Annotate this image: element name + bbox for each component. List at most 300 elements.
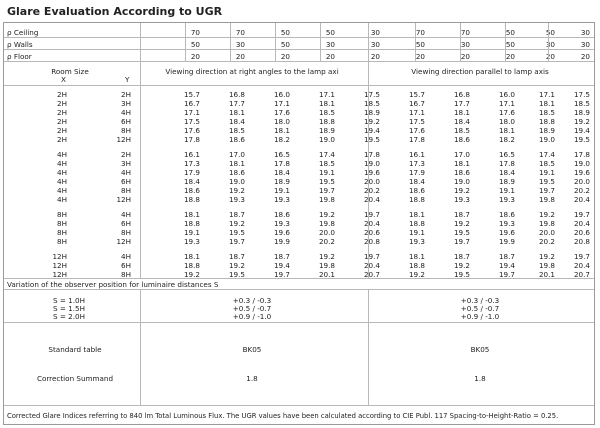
ugr-value-cell: 17.0 [453,150,470,159]
room-size-y-cell: 8H [121,228,131,237]
ugr-value-cell: 19.6 [573,168,590,177]
parallel-direction-header: Viewing direction parallel to lamp axis [411,67,549,76]
reflectance-value-cell: 50 [505,28,515,37]
section-divider [368,61,369,278]
reflectance-value-cell: 20 [415,52,425,61]
ugr-value-cell: 19.7 [318,186,335,195]
variation-label-2: S = 1.5H [53,304,85,313]
ugr-value-cell: 20.4 [363,195,380,204]
ugr-value-cell: 16.7 [183,99,200,108]
room-size-x-cell: 12H [52,252,67,261]
reflectance-value-cell: 70 [235,28,245,37]
variation-left-1: +0.3 / -0.3 [232,296,272,305]
ugr-value-cell: 19.4 [363,126,380,135]
ugr-value-cell: 19.2 [228,186,245,195]
standard-table-right: BK05 [470,345,490,354]
reflectance-value-cell: 50 [280,28,290,37]
reflectance-value-cell: 70 [460,28,470,37]
room-size-y-cell: 3H [121,159,131,168]
reflectance-value-cell: 70 [190,28,200,37]
room-size-x-cell: 4H [57,177,67,186]
column-divider [230,23,231,61]
reflectance-value-cell: 50 [415,40,425,49]
reflectance-value-cell: 20 [325,52,335,61]
room-size-x-cell: 4H [57,186,67,195]
ugr-value-cell: 18.4 [273,168,290,177]
ugr-value-cell: 18.2 [498,135,515,144]
ugr-value-cell: 18.4 [453,117,470,126]
ugr-value-cell: 19.8 [538,195,555,204]
ugr-value-cell: 18.8 [318,117,335,126]
ugr-value-cell: 19.1 [318,168,335,177]
room-size-x-cell: 2H [57,99,67,108]
ugr-value-cell: 19.2 [453,219,470,228]
ugr-value-cell: 18.5 [538,108,555,117]
reflectance-value-cell: 50 [325,28,335,37]
ugr-value-cell: 19.7 [573,252,590,261]
ugr-value-cell: 20.0 [538,228,555,237]
ugr-value-cell: 19.5 [538,177,555,186]
ugr-value-cell: 18.8 [408,195,425,204]
ugr-value-cell: 20.6 [363,228,380,237]
room-size-x-cell: 4H [57,168,67,177]
ugr-value-cell: 17.8 [408,135,425,144]
ugr-value-cell: 19.2 [453,186,470,195]
ugr-value-cell: 19.0 [453,177,470,186]
ugr-value-cell: 18.1 [498,126,515,135]
ugr-value-cell: 19.5 [228,270,245,279]
ugr-value-cell: 17.8 [183,135,200,144]
ugr-value-cell: 17.8 [273,159,290,168]
ugr-value-cell: 19.5 [453,228,470,237]
ugr-value-cell: 18.5 [363,99,380,108]
room-size-y-cell: 8H [121,270,131,279]
ugr-value-cell: 17.1 [318,90,335,99]
column-divider [368,23,369,61]
ugr-value-cell: 19.8 [318,219,335,228]
ugr-value-cell: 19.2 [538,210,555,219]
ugr-value-cell: 18.6 [228,135,245,144]
room-size-x-cell: 2H [57,117,67,126]
ugr-value-cell: 18.4 [228,117,245,126]
room-size-x-cell: 4H [57,195,67,204]
ugr-value-cell: 19.5 [363,135,380,144]
ugr-value-cell: 18.6 [408,186,425,195]
ugr-value-cell: 16.8 [453,90,470,99]
variation-right-2: +0.5 / -0.7 [460,304,500,313]
ugr-value-cell: 17.9 [183,168,200,177]
room-size-y-cell: 8H [121,186,131,195]
ugr-value-cell: 19.7 [453,237,470,246]
column-divider [140,23,141,61]
variation-right-3: +0.9 / -1.0 [460,312,500,321]
ugr-value-cell: 20.4 [573,195,590,204]
ugr-value-cell: 18.1 [408,252,425,261]
room-size-x-cell: 8H [57,237,67,246]
ugr-value-cell: 17.9 [408,168,425,177]
ugr-value-cell: 16.0 [498,90,515,99]
column-divider [185,23,186,61]
ugr-value-cell: 20.8 [573,237,590,246]
ugr-value-cell: 18.8 [183,195,200,204]
room-size-y-cell: 2H [121,150,131,159]
ugr-value-cell: 18.5 [573,99,590,108]
ugr-value-cell: 17.6 [498,108,515,117]
ugr-value-cell: 19.1 [538,168,555,177]
ugr-value-cell: 17.1 [408,108,425,117]
correction-summand-right: 1.8 [474,374,486,383]
reflectance-value-cell: 50 [280,40,290,49]
column-divider [415,23,416,61]
ugr-value-cell: 19.6 [273,228,290,237]
variation-note: Variation of the observer position for luminaire distances S [7,280,219,289]
ugr-value-cell: 18.9 [273,177,290,186]
reflectance-value-cell: 50 [190,40,200,49]
ugr-value-cell: 17.1 [538,90,555,99]
ugr-value-cell: 19.5 [573,135,590,144]
ugr-value-cell: 18.4 [183,177,200,186]
room-size-y-header: Y [125,75,130,84]
ugr-value-cell: 18.8 [408,261,425,270]
ugr-value-cell: 19.7 [363,210,380,219]
reflectance-value-cell: 20 [460,52,470,61]
column-divider [320,23,321,61]
ugr-value-cell: 20.2 [538,237,555,246]
room-size-y-cell: 12H [116,237,131,246]
page-title: Glare Evaluation According to UGR [7,5,223,18]
ugr-value-cell: 15.7 [408,90,425,99]
ugr-value-cell: 17.4 [538,150,555,159]
correction-summand-label: Correction Summand [36,374,114,383]
room-size-y-cell: 6H [121,177,131,186]
ugr-value-cell: 18.1 [408,210,425,219]
reflectance-value-cell: 30 [580,28,590,37]
reflectance-value-cell: 20 [505,52,515,61]
room-size-y-cell: 12H [116,135,131,144]
ugr-value-cell: 18.5 [453,126,470,135]
ugr-value-cell: 18.9 [498,177,515,186]
ugr-value-cell: 19.2 [573,117,590,126]
perpendicular-direction-header: Viewing direction at right angles to the lamp axi [165,67,339,76]
ugr-value-cell: 19.1 [273,186,290,195]
ugr-value-cell: 17.7 [453,99,470,108]
room-size-header: Room Size [51,67,89,76]
ugr-value-cell: 15.7 [183,90,200,99]
ugr-value-cell: 18.6 [183,186,200,195]
ugr-value-cell: 17.6 [408,126,425,135]
ugr-value-cell: 18.5 [318,108,335,117]
ugr-value-cell: 20.2 [318,237,335,246]
ugr-value-cell: 16.1 [408,150,425,159]
ugr-value-cell: 19.8 [538,219,555,228]
ugr-value-cell: 19.3 [273,195,290,204]
ugr-value-cell: 17.3 [183,159,200,168]
column-divider [460,23,461,61]
variation-label-3: S = 2.0H [53,312,85,321]
ugr-value-cell: 18.7 [498,252,515,261]
room-size-x-cell: 8H [57,210,67,219]
ugr-value-cell: 19.9 [498,237,515,246]
room-size-x-header: X [61,75,66,84]
ugr-value-cell: 18.1 [453,108,470,117]
ugr-value-cell: 19.2 [228,261,245,270]
room-size-y-cell: 4H [121,210,131,219]
ugr-value-cell: 18.6 [228,168,245,177]
ugr-value-cell: 17.7 [228,99,245,108]
ugr-value-cell: 20.4 [573,261,590,270]
ugr-value-cell: 19.3 [273,219,290,228]
ugr-value-cell: 19.2 [228,219,245,228]
room-size-x-cell: 2H [57,108,67,117]
ugr-value-cell: 17.0 [228,150,245,159]
ugr-value-cell: 20.6 [573,228,590,237]
ugr-value-cell: 18.4 [498,168,515,177]
variation-right-1: +0.3 / -0.3 [460,296,500,305]
ugr-value-cell: 20.2 [573,186,590,195]
ugr-value-cell: 19.2 [318,252,335,261]
standard-table-label: Standard table [48,345,102,354]
ugr-value-cell: 18.1 [228,159,245,168]
reflectance-value-cell: 30 [545,40,555,49]
ugr-value-cell: 19.7 [538,186,555,195]
ugr-value-cell: 19.7 [573,210,590,219]
ugr-value-cell: 20.2 [363,186,380,195]
ugr-value-cell: 20.1 [538,270,555,279]
reflectance-value-cell: 20 [580,52,590,61]
ugr-value-cell: 19.3 [453,195,470,204]
ugr-value-cell: 18.4 [408,177,425,186]
ugr-value-cell: 17.8 [498,159,515,168]
reflectance-value-cell: 20 [545,52,555,61]
ugr-value-cell: 20.0 [318,228,335,237]
ugr-value-cell: 19.0 [573,159,590,168]
ugr-value-cell: 16.8 [228,90,245,99]
ugr-value-cell: 20.4 [363,219,380,228]
variation-left-3: +0.9 / -1.0 [232,312,272,321]
ugr-value-cell: 19.2 [453,261,470,270]
ugr-value-cell: 18.9 [318,126,335,135]
ugr-value-cell: 17.8 [363,150,380,159]
room-size-y-cell: 3H [121,99,131,108]
ugr-value-cell: 17.1 [273,99,290,108]
ugr-value-cell: 17.4 [318,150,335,159]
reflectance-value-cell: 20 [190,52,200,61]
ugr-value-cell: 18.1 [318,99,335,108]
room-size-x-cell: 12H [52,261,67,270]
ugr-value-cell: 18.6 [453,168,470,177]
variation-left-2: +0.5 / -0.7 [232,304,272,313]
ugr-value-cell: 16.0 [273,90,290,99]
ugr-value-cell: 17.5 [363,90,380,99]
reflectance-value-cell: 30 [370,40,380,49]
ugr-value-cell: 18.1 [228,108,245,117]
ugr-value-cell: 20.7 [573,270,590,279]
column-divider [505,23,506,61]
ugr-value-cell: 19.1 [498,186,515,195]
ugr-value-cell: 19.3 [183,237,200,246]
ugr-value-cell: 19.7 [273,270,290,279]
ugr-value-cell: 17.6 [273,108,290,117]
room-size-y-cell: 4H [121,168,131,177]
reflectance-value-cell: 50 [545,28,555,37]
reflectance-value-cell: 20 [235,52,245,61]
ugr-value-cell: 18.8 [183,219,200,228]
room-size-y-cell: 12H [116,195,131,204]
room-size-x-cell: 2H [57,90,67,99]
ugr-value-cell: 16.5 [273,150,290,159]
row-divider [4,85,594,86]
ugr-value-cell: 19.3 [228,195,245,204]
room-size-y-cell: 2H [121,90,131,99]
ugr-value-cell: 18.8 [408,219,425,228]
ugr-value-cell: 18.1 [183,210,200,219]
ugr-value-cell: 18.7 [228,210,245,219]
room-size-y-cell: 6H [121,219,131,228]
ugr-value-cell: 19.3 [408,237,425,246]
ugr-value-cell: 17.5 [573,90,590,99]
ugr-value-cell: 18.1 [453,159,470,168]
ugr-value-cell: 17.1 [183,108,200,117]
ugr-value-cell: 20.0 [363,177,380,186]
ugr-value-cell: 19.8 [318,261,335,270]
reflectance-value-cell: 30 [580,40,590,49]
room-size-y-cell: 4H [121,252,131,261]
ugr-value-cell: 17.8 [573,150,590,159]
room-size-x-cell: 2H [57,135,67,144]
section-divider [368,289,369,405]
ugr-value-cell: 19.1 [183,228,200,237]
ugr-value-cell: 19.5 [228,228,245,237]
ugr-value-cell: 18.7 [453,210,470,219]
column-divider [548,23,549,61]
row-divider [4,405,594,406]
ugr-value-cell: 19.6 [363,168,380,177]
room-size-x-cell: 4H [57,150,67,159]
ugr-value-cell: 18.0 [498,117,515,126]
ugr-value-cell: 16.7 [408,99,425,108]
ugr-value-cell: 16.5 [498,150,515,159]
ugr-value-cell: 19.4 [273,261,290,270]
ugr-value-cell: 20.4 [573,219,590,228]
reflectance-value-cell: 30 [460,40,470,49]
row-divider [4,61,594,62]
reflectance-value-cell: 20 [280,52,290,61]
room-size-x-cell: 8H [57,228,67,237]
ugr-value-cell: 18.6 [453,135,470,144]
reflectance-value-cell: 30 [235,40,245,49]
reflectance-value-cell: 70 [415,28,425,37]
ugr-value-cell: 18.1 [538,99,555,108]
ugr-value-cell: 18.8 [538,117,555,126]
ugr-value-cell: 18.7 [453,252,470,261]
variation-label-1: S = 1.0H [53,296,85,305]
ugr-value-cell: 19.1 [408,228,425,237]
correction-summand-left: 1.8 [246,374,258,383]
room-size-y-cell: 8H [121,126,131,135]
ugr-value-cell: 18.9 [538,126,555,135]
ugr-value-cell: 20.8 [363,237,380,246]
reflectance-label-ceiling: ρ Ceiling [7,28,39,37]
ugr-value-cell: 16.1 [183,150,200,159]
ugr-value-cell: 17.1 [498,99,515,108]
ugr-value-cell: 20.4 [363,261,380,270]
room-size-y-cell: 6H [121,117,131,126]
ugr-value-cell: 19.0 [228,177,245,186]
ugr-value-cell: 17.5 [408,117,425,126]
row-divider [4,278,594,279]
column-divider [275,23,276,61]
ugr-value-cell: 19.4 [498,261,515,270]
ugr-value-cell: 18.8 [183,261,200,270]
section-divider [140,289,141,405]
ugr-value-cell: 19.2 [408,270,425,279]
footer-note: Corrected Glare Indices referring to 840 lm Total Luminous Flux. The UGR values have been calculated according to CIE Publ. 117 Spacing-to-Height-Ratio = 0.25. [7,412,559,420]
row-divider [4,289,594,290]
ugr-value-cell: 18.9 [363,108,380,117]
ugr-value-cell: 20.0 [573,177,590,186]
room-size-x-cell: 8H [57,219,67,228]
ugr-value-cell: 19.6 [498,228,515,237]
ugr-value-cell: 20.7 [363,270,380,279]
ugr-value-cell: 18.1 [273,126,290,135]
ugr-value-cell: 20.1 [318,270,335,279]
room-size-y-cell: 4H [121,108,131,117]
ugr-value-cell: 19.2 [538,252,555,261]
ugr-value-cell: 18.7 [228,252,245,261]
reflectance-label-walls: ρ Walls [7,40,33,49]
room-size-x-cell: 2H [57,126,67,135]
ugr-value-cell: 18.7 [273,252,290,261]
ugr-value-cell: 18.6 [273,210,290,219]
ugr-value-cell: 19.8 [538,261,555,270]
ugr-value-cell: 19.5 [453,270,470,279]
ugr-value-cell: 17.3 [408,159,425,168]
ugr-value-cell: 19.0 [318,135,335,144]
ugr-value-cell: 18.5 [318,159,335,168]
ugr-value-cell: 18.6 [498,210,515,219]
ugr-value-cell: 19.3 [498,195,515,204]
ugr-value-cell: 19.0 [538,135,555,144]
ugr-value-cell: 19.3 [498,219,515,228]
ugr-value-cell: 17.5 [183,117,200,126]
ugr-value-cell: 17.6 [183,126,200,135]
row-divider [4,322,594,323]
ugr-value-cell: 19.5 [318,177,335,186]
ugr-value-cell: 19.4 [573,126,590,135]
ugr-value-cell: 19.2 [183,270,200,279]
ugr-value-cell: 18.5 [538,159,555,168]
ugr-value-cell: 19.9 [273,237,290,246]
reflectance-value-cell: 30 [370,28,380,37]
ugr-value-cell: 18.0 [273,117,290,126]
ugr-value-cell: 19.2 [363,117,380,126]
ugr-value-cell: 19.7 [228,237,245,246]
reflectance-label-floor: ρ Floor [7,52,32,61]
ugr-value-cell: 19.7 [363,252,380,261]
ugr-value-cell: 18.5 [228,126,245,135]
room-size-x-cell: 12H [52,270,67,279]
reflectance-value-cell: 30 [325,40,335,49]
ugr-value-cell: 19.0 [363,159,380,168]
standard-table-left: BK05 [242,345,262,354]
section-divider [140,61,141,278]
ugr-value-cell: 18.9 [573,108,590,117]
room-size-x-cell: 4H [57,159,67,168]
ugr-value-cell: 19.2 [318,210,335,219]
room-size-y-cell: 6H [121,261,131,270]
ugr-value-cell: 19.7 [498,270,515,279]
reflectance-value-cell: 20 [370,52,380,61]
